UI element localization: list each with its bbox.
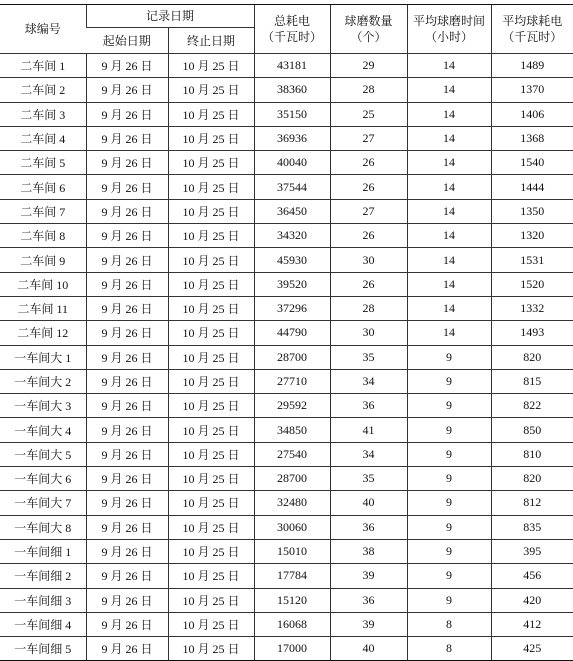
cell-ball-count: 25	[330, 102, 407, 126]
cell-total-power: 35150	[254, 102, 330, 126]
cell-ball-count: 36	[330, 588, 407, 612]
cell-total-power: 28700	[254, 345, 330, 369]
cell-ball-id: 二车间 4	[0, 126, 86, 150]
header-end-date: 终止日期	[168, 28, 254, 54]
table-row	[0, 175, 573, 199]
cell-ball-id: 一车间细 3	[0, 588, 86, 612]
cell-ball-count: 36	[330, 394, 407, 418]
cell-start-date: 9 月 26 日	[86, 321, 168, 345]
cell-end-date: 10 月 25 日	[168, 126, 254, 150]
cell-avg-time: 14	[407, 296, 491, 320]
cell-ball-id: 一车间细 2	[0, 564, 86, 588]
cell-avg-time: 14	[407, 272, 491, 296]
cell-ball-count: 41	[330, 418, 407, 442]
cell-avg-power: 1493	[491, 321, 573, 345]
header-ball-count	[330, 5, 407, 54]
cell-avg-power: 815	[491, 369, 573, 393]
cell-end-date: 10 月 25 日	[168, 272, 254, 296]
cell-total-power: 34850	[254, 418, 330, 442]
cell-avg-power: 1540	[491, 151, 573, 175]
header-avg-time-unit: （小时）	[425, 30, 474, 44]
cell-total-power: 39520	[254, 272, 330, 296]
cell-ball-id: 二车间 1	[0, 54, 86, 78]
cell-end-date: 10 月 25 日	[168, 612, 254, 636]
cell-avg-power: 1332	[491, 296, 573, 320]
table-row	[0, 588, 573, 612]
cell-avg-power: 820	[491, 345, 573, 369]
table-row	[0, 418, 573, 442]
cell-avg-time: 14	[407, 199, 491, 223]
cell-end-date: 10 月 25 日	[168, 102, 254, 126]
cell-start-date: 9 月 26 日	[86, 151, 168, 175]
table-row	[0, 321, 573, 345]
cell-ball-id: 二车间 3	[0, 102, 86, 126]
cell-total-power: 44790	[254, 321, 330, 345]
cell-total-power: 34320	[254, 224, 330, 248]
cell-avg-power: 810	[491, 442, 573, 466]
cell-ball-count: 27	[330, 199, 407, 223]
cell-end-date: 10 月 25 日	[168, 369, 254, 393]
cell-ball-count: 34	[330, 369, 407, 393]
cell-avg-time: 9	[407, 515, 491, 539]
cell-avg-power: 850	[491, 418, 573, 442]
cell-total-power: 28700	[254, 467, 330, 491]
cell-avg-power: 425	[491, 637, 573, 661]
cell-total-power: 36936	[254, 126, 330, 150]
cell-avg-power: 1320	[491, 224, 573, 248]
header-total-power	[254, 5, 330, 54]
cell-ball-count: 27	[330, 126, 407, 150]
cell-avg-time: 9	[407, 539, 491, 563]
cell-ball-id: 一车间大 5	[0, 442, 86, 466]
cell-total-power: 32480	[254, 491, 330, 515]
table-row	[0, 637, 573, 661]
cell-ball-id: 二车间 10	[0, 272, 86, 296]
cell-avg-power: 1350	[491, 199, 573, 223]
cell-total-power: 17784	[254, 564, 330, 588]
table-row	[0, 78, 573, 102]
cell-ball-count: 39	[330, 612, 407, 636]
cell-start-date: 9 月 26 日	[86, 54, 168, 78]
cell-start-date: 9 月 26 日	[86, 369, 168, 393]
cell-ball-count: 30	[330, 321, 407, 345]
cell-end-date: 10 月 25 日	[168, 296, 254, 320]
table-row	[0, 442, 573, 466]
cell-start-date: 9 月 26 日	[86, 102, 168, 126]
cell-ball-count: 28	[330, 78, 407, 102]
cell-start-date: 9 月 26 日	[86, 612, 168, 636]
cell-ball-id: 二车间 5	[0, 151, 86, 175]
table-row	[0, 369, 573, 393]
cell-start-date: 9 月 26 日	[86, 126, 168, 150]
cell-ball-count: 26	[330, 151, 407, 175]
cell-start-date: 9 月 26 日	[86, 272, 168, 296]
table-row	[0, 467, 573, 491]
cell-start-date: 9 月 26 日	[86, 199, 168, 223]
cell-total-power: 37544	[254, 175, 330, 199]
cell-start-date: 9 月 26 日	[86, 78, 168, 102]
header-ball-count-unit: （个）	[350, 30, 387, 44]
cell-ball-id: 一车间大 4	[0, 418, 86, 442]
cell-start-date: 9 月 26 日	[86, 515, 168, 539]
cell-avg-power: 835	[491, 515, 573, 539]
table-row	[0, 345, 573, 369]
cell-start-date: 9 月 26 日	[86, 224, 168, 248]
cell-ball-count: 34	[330, 442, 407, 466]
cell-avg-time: 9	[407, 394, 491, 418]
cell-total-power: 15120	[254, 588, 330, 612]
cell-ball-id: 一车间大 2	[0, 369, 86, 393]
cell-avg-time: 9	[407, 345, 491, 369]
table-row	[0, 394, 573, 418]
cell-avg-time: 9	[407, 467, 491, 491]
header-total-power-label: 总耗电	[274, 14, 311, 28]
cell-end-date: 10 月 25 日	[168, 248, 254, 272]
table-row	[0, 248, 573, 272]
cell-avg-time: 8	[407, 612, 491, 636]
cell-ball-count: 26	[330, 224, 407, 248]
cell-ball-count: 40	[330, 491, 407, 515]
cell-ball-id: 二车间 6	[0, 175, 86, 199]
cell-ball-count: 38	[330, 539, 407, 563]
cell-total-power: 45930	[254, 248, 330, 272]
table-row	[0, 539, 573, 563]
cell-ball-id: 二车间 2	[0, 78, 86, 102]
cell-ball-id: 二车间 9	[0, 248, 86, 272]
cell-avg-power: 1406	[491, 102, 573, 126]
cell-end-date: 10 月 25 日	[168, 588, 254, 612]
table-row	[0, 199, 573, 223]
cell-ball-count: 36	[330, 515, 407, 539]
cell-ball-id: 一车间细 1	[0, 539, 86, 563]
cell-ball-count: 40	[330, 637, 407, 661]
cell-avg-time: 14	[407, 151, 491, 175]
cell-ball-count: 30	[330, 248, 407, 272]
header-ball-id: 球编号	[0, 5, 86, 54]
cell-ball-count: 35	[330, 467, 407, 491]
cell-start-date: 9 月 26 日	[86, 345, 168, 369]
cell-start-date: 9 月 26 日	[86, 467, 168, 491]
cell-start-date: 9 月 26 日	[86, 175, 168, 199]
cell-avg-time: 9	[407, 564, 491, 588]
cell-total-power: 30060	[254, 515, 330, 539]
cell-avg-time: 14	[407, 102, 491, 126]
cell-end-date: 10 月 25 日	[168, 467, 254, 491]
cell-total-power: 27540	[254, 442, 330, 466]
table-row	[0, 126, 573, 150]
cell-total-power: 29592	[254, 394, 330, 418]
cell-avg-time: 8	[407, 637, 491, 661]
cell-ball-id: 一车间大 7	[0, 491, 86, 515]
cell-total-power: 37296	[254, 296, 330, 320]
table-row	[0, 296, 573, 320]
cell-total-power: 27710	[254, 369, 330, 393]
table-row	[0, 272, 573, 296]
header-avg-time-label: 平均球磨时间	[413, 14, 486, 28]
header-avg-time	[407, 5, 491, 54]
cell-ball-count: 29	[330, 54, 407, 78]
table-row	[0, 564, 573, 588]
table-row	[0, 612, 573, 636]
cell-total-power: 38360	[254, 78, 330, 102]
table-header	[0, 5, 573, 54]
cell-total-power: 40040	[254, 151, 330, 175]
ball-mill-power-table	[0, 4, 573, 661]
cell-avg-time: 14	[407, 224, 491, 248]
cell-avg-time: 9	[407, 442, 491, 466]
cell-ball-count: 28	[330, 296, 407, 320]
cell-avg-time: 14	[407, 54, 491, 78]
cell-ball-id: 二车间 12	[0, 321, 86, 345]
cell-ball-id: 二车间 7	[0, 199, 86, 223]
cell-ball-id: 一车间大 3	[0, 394, 86, 418]
cell-end-date: 10 月 25 日	[168, 394, 254, 418]
cell-ball-id: 二车间 8	[0, 224, 86, 248]
cell-avg-power: 395	[491, 539, 573, 563]
header-avg-power-label: 平均球耗电	[502, 14, 563, 28]
cell-avg-power: 1370	[491, 78, 573, 102]
cell-end-date: 10 月 25 日	[168, 224, 254, 248]
table-row	[0, 54, 573, 78]
table-row	[0, 515, 573, 539]
cell-avg-power: 412	[491, 612, 573, 636]
cell-avg-power: 1489	[491, 54, 573, 78]
cell-end-date: 10 月 25 日	[168, 345, 254, 369]
cell-start-date: 9 月 26 日	[86, 491, 168, 515]
cell-total-power: 15010	[254, 539, 330, 563]
header-avg-power-unit: （千瓦时）	[502, 30, 563, 44]
cell-avg-time: 14	[407, 126, 491, 150]
cell-ball-count: 26	[330, 175, 407, 199]
cell-ball-id: 一车间大 1	[0, 345, 86, 369]
cell-avg-power: 1520	[491, 272, 573, 296]
cell-end-date: 10 月 25 日	[168, 564, 254, 588]
cell-ball-id: 一车间细 4	[0, 612, 86, 636]
cell-avg-time: 14	[407, 175, 491, 199]
header-total-power-unit: （千瓦时）	[262, 30, 323, 44]
cell-start-date: 9 月 26 日	[86, 248, 168, 272]
cell-avg-power: 1531	[491, 248, 573, 272]
cell-avg-power: 1444	[491, 175, 573, 199]
cell-end-date: 10 月 25 日	[168, 151, 254, 175]
cell-end-date: 10 月 25 日	[168, 78, 254, 102]
cell-ball-count: 39	[330, 564, 407, 588]
cell-end-date: 10 月 25 日	[168, 175, 254, 199]
cell-avg-time: 9	[407, 369, 491, 393]
cell-start-date: 9 月 26 日	[86, 394, 168, 418]
cell-end-date: 10 月 25 日	[168, 418, 254, 442]
cell-end-date: 10 月 25 日	[168, 442, 254, 466]
cell-start-date: 9 月 26 日	[86, 296, 168, 320]
header-record-date: 记录日期	[86, 5, 254, 28]
header-start-date: 起始日期	[86, 28, 168, 54]
cell-end-date: 10 月 25 日	[168, 199, 254, 223]
cell-end-date: 10 月 25 日	[168, 321, 254, 345]
cell-start-date: 9 月 26 日	[86, 637, 168, 661]
cell-avg-time: 14	[407, 78, 491, 102]
cell-start-date: 9 月 26 日	[86, 442, 168, 466]
table-row	[0, 151, 573, 175]
cell-avg-power: 420	[491, 588, 573, 612]
cell-end-date: 10 月 25 日	[168, 539, 254, 563]
cell-avg-time: 9	[407, 418, 491, 442]
cell-avg-power: 812	[491, 491, 573, 515]
table-body	[0, 54, 573, 661]
cell-ball-id: 一车间大 8	[0, 515, 86, 539]
cell-total-power: 17000	[254, 637, 330, 661]
cell-end-date: 10 月 25 日	[168, 637, 254, 661]
cell-avg-time: 9	[407, 491, 491, 515]
cell-end-date: 10 月 25 日	[168, 491, 254, 515]
cell-avg-time: 9	[407, 588, 491, 612]
cell-avg-power: 1368	[491, 126, 573, 150]
cell-ball-id: 一车间大 6	[0, 467, 86, 491]
cell-ball-count: 35	[330, 345, 407, 369]
cell-avg-time: 14	[407, 321, 491, 345]
header-avg-power	[491, 5, 573, 54]
cell-total-power: 36450	[254, 199, 330, 223]
cell-avg-power: 820	[491, 467, 573, 491]
cell-start-date: 9 月 26 日	[86, 418, 168, 442]
cell-start-date: 9 月 26 日	[86, 539, 168, 563]
cell-total-power: 43181	[254, 54, 330, 78]
cell-total-power: 16068	[254, 612, 330, 636]
table-row	[0, 491, 573, 515]
cell-ball-id: 一车间细 5	[0, 637, 86, 661]
table-row	[0, 224, 573, 248]
cell-start-date: 9 月 26 日	[86, 564, 168, 588]
table-row	[0, 102, 573, 126]
cell-end-date: 10 月 25 日	[168, 54, 254, 78]
cell-avg-power: 822	[491, 394, 573, 418]
cell-start-date: 9 月 26 日	[86, 588, 168, 612]
cell-ball-count: 26	[330, 272, 407, 296]
cell-ball-id: 二车间 11	[0, 296, 86, 320]
cell-avg-time: 14	[407, 248, 491, 272]
header-ball-count-label: 球磨数量	[344, 14, 393, 28]
cell-avg-power: 456	[491, 564, 573, 588]
cell-end-date: 10 月 25 日	[168, 515, 254, 539]
